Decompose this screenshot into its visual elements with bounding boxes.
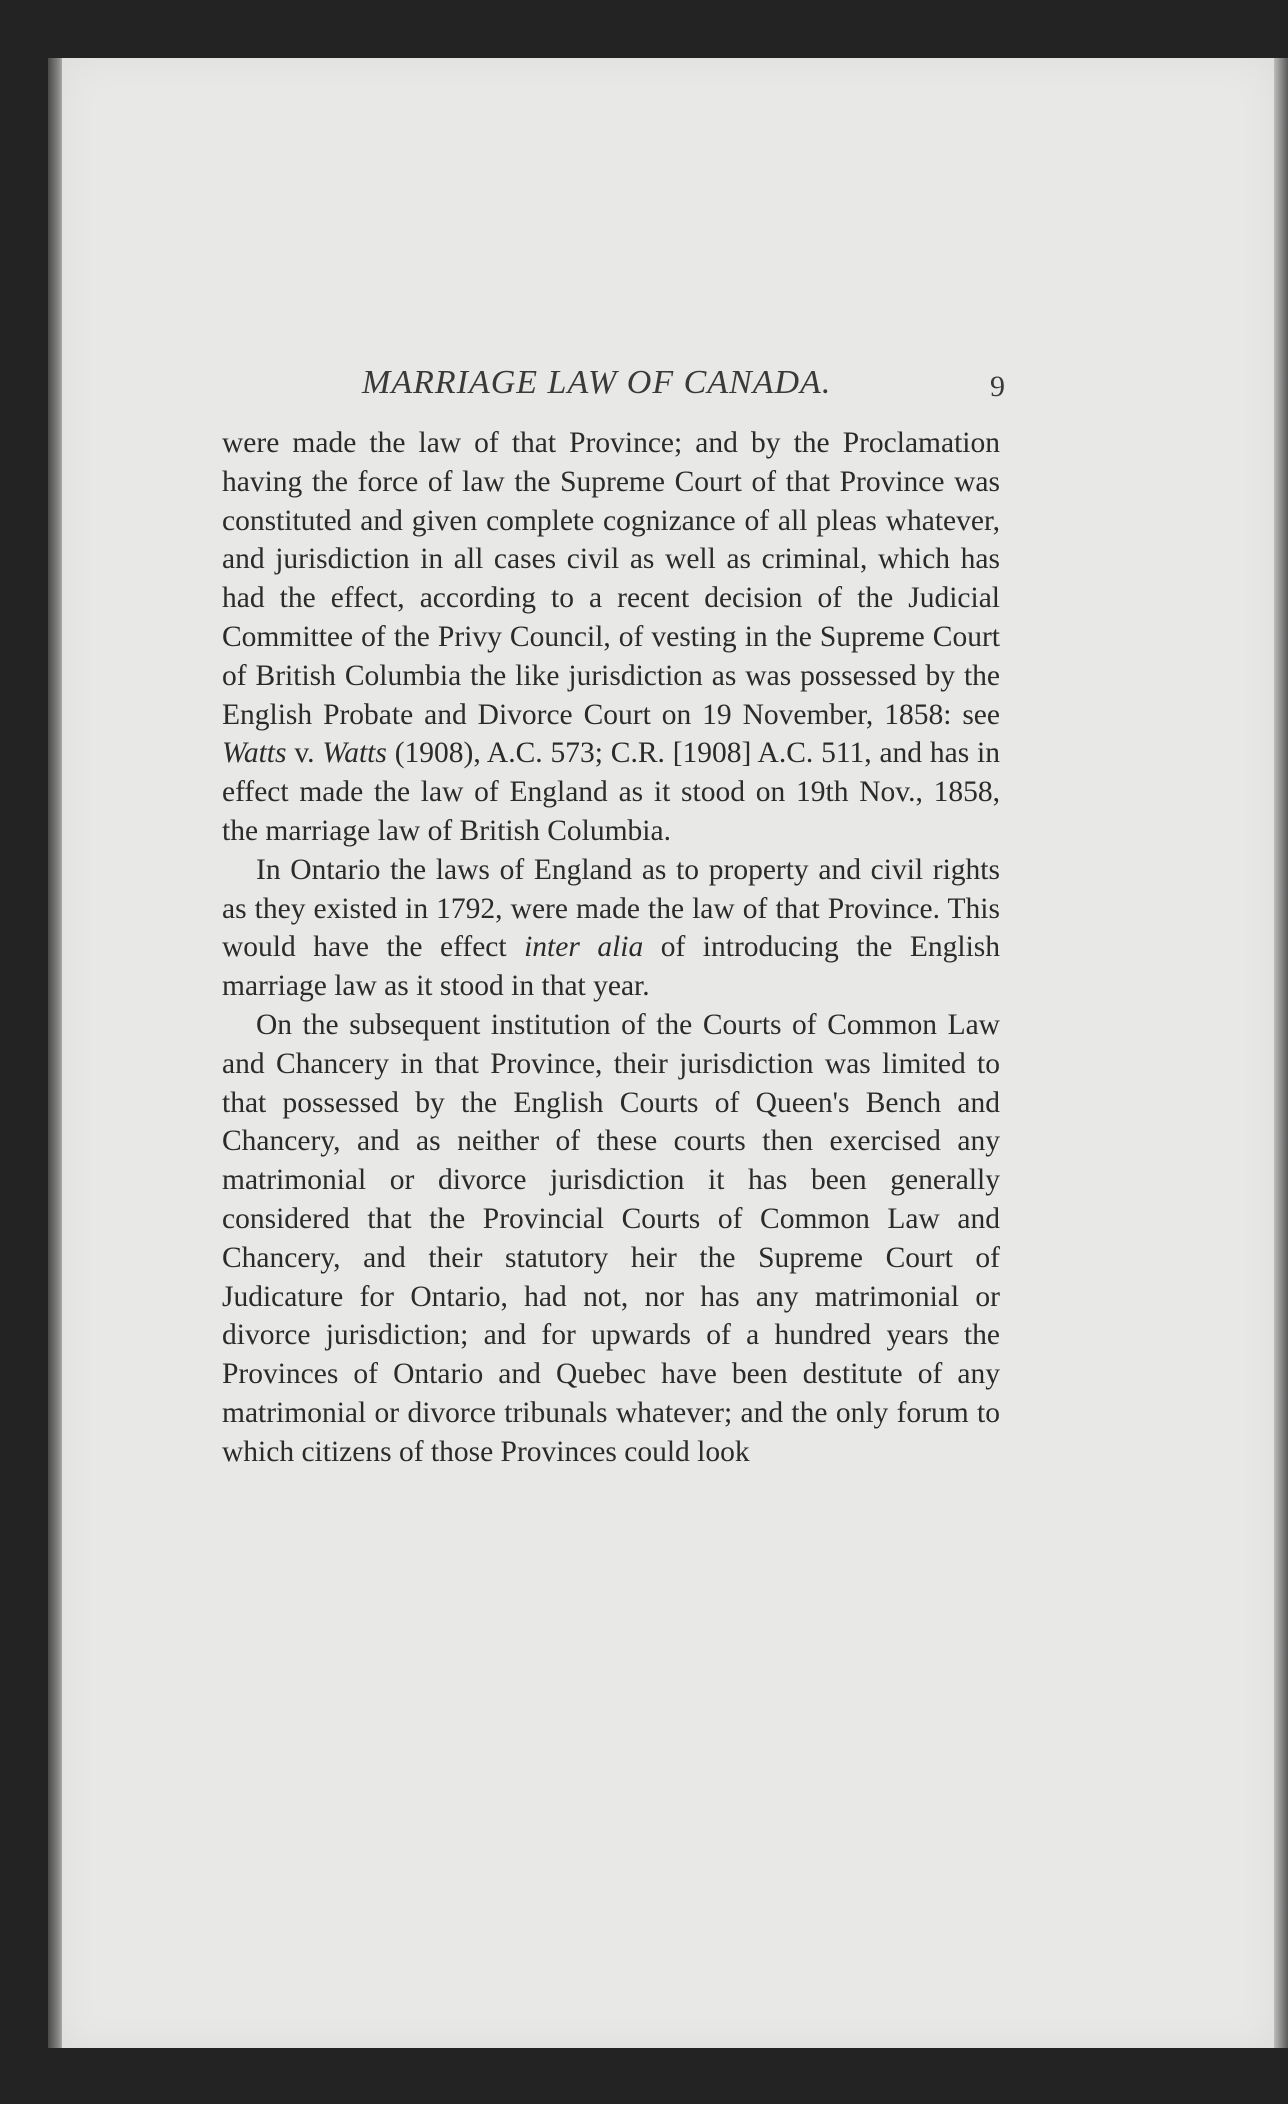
text-run: of introducing the English marriage law as it stood in that year. bbox=[222, 931, 1001, 1003]
latin-phrase-italic: inter alia bbox=[524, 931, 644, 964]
page-number: 9 bbox=[990, 370, 1005, 403]
text-run: On the subsequent institution of the Courts of Common Law and Chancery in that Province, their jurisdiction was limited to that possessed by the English Courts of Queen's Bench and Chancery, and as neither of these courts then exercised any matrimonial or divorce jurisdiction it has been generally considered that the Provincial Courts of Common Law and Chancery, and their statutory heir the Supreme Court of Judicature for Ontario, had not, nor has any matrimonial or divorce jurisdiction; and for upwards of a hundred years the Provinces of Ontario and Quebec have been destitute of any matrimonial or divorce tribunals whatever; and the only forum to which citizens of those Provinces could look bbox=[222, 1008, 1000, 1468]
paragraph bbox=[222, 424, 1000, 851]
text-run: In Ontario the laws of England as to property and civil rights as they existed in 1792, were made the law of that Province. This would have the effect bbox=[222, 853, 1000, 964]
paragraph bbox=[222, 851, 1000, 1006]
running-head: MARRIAGE LAW OF CANADA. bbox=[362, 364, 832, 401]
case-name-italic: Watts bbox=[222, 737, 287, 770]
case-name-italic: Watts bbox=[322, 737, 387, 770]
text-run: v. bbox=[286, 737, 323, 770]
paragraph bbox=[222, 1006, 1000, 1472]
text-run: were made the law of that Province; and by the Proclamation having the force of law the Supreme Court of that Province was constituted and given complete cognizance of all pleas whatever, and jurisdiction in all cases civil as well as criminal, which has had the effect, according to a recent decision of the Judicial Committee of the Privy Council, of vesting in the Supreme Court of British Columbia the like jurisdiction as was possessed by the English Probate and Divorce Court on 19 November, 1858: see bbox=[222, 427, 1000, 731]
text-run: (1908), A.C. 573; C.R. [1908] A.C. 511, and has in effect made the law of England as it stood on 19th Nov., 1858, the marriage law of British Columbia. bbox=[222, 737, 1000, 847]
body-text bbox=[222, 424, 1000, 1472]
page-edge-shadow bbox=[1274, 58, 1288, 2048]
